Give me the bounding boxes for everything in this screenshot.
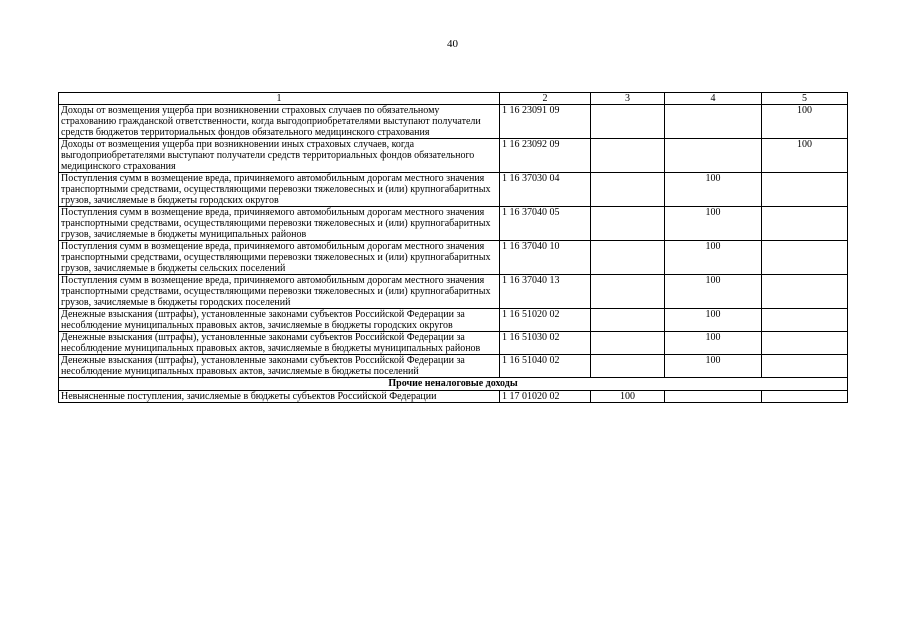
column-5-value-cell (762, 332, 848, 355)
column-5-value-cell (762, 309, 848, 332)
column-3-value-cell (591, 139, 665, 173)
column-header-3: 3 (591, 93, 665, 105)
section-header-row (59, 378, 848, 391)
column-5-value-cell (762, 207, 848, 241)
budget-code-cell: 1 16 23092 09 (500, 139, 591, 173)
column-4-value-cell: 100 (665, 275, 762, 309)
column-5-value-cell: 100 (762, 105, 848, 139)
budget-code-cell: 1 16 37040 10 (500, 241, 591, 275)
budget-code-cell: 1 16 37040 05 (500, 207, 591, 241)
revenue-name-cell: Поступления сумм в возмещение вреда, причиняемого автомобильным дорогам местного значения транспортными средствами, осуществляющими перевозки тяжеловесных и (или) крупногабаритных грузов, зачисляемые в бюджеты городских поселений (59, 275, 500, 309)
column-5-value-cell (762, 173, 848, 207)
table-row (59, 391, 848, 403)
column-3-value-cell (591, 207, 665, 241)
table-row (59, 332, 848, 355)
revenue-name-cell: Невыясненные поступления, зачисляемые в бюджеты субъектов Российской Федерации (59, 391, 500, 403)
table-row (59, 173, 848, 207)
budget-code-cell: 1 17 01020 02 (500, 391, 591, 403)
budget-code-cell: 1 16 51030 02 (500, 332, 591, 355)
column-5-value-cell (762, 355, 848, 378)
column-3-value-cell (591, 355, 665, 378)
revenue-name-cell: Денежные взыскания (штрафы), установленные законами субъектов Российской Федерации за несоблюдение муниципальных правовых актов, зачисляемые в бюджеты городских округов (59, 309, 500, 332)
table-row (59, 275, 848, 309)
column-4-value-cell: 100 (665, 309, 762, 332)
column-4-value-cell: 100 (665, 332, 762, 355)
column-4-value-cell (665, 105, 762, 139)
revenue-name-cell: Денежные взыскания (штрафы), установленные законами субъектов Российской Федерации за несоблюдение муниципальных правовых актов, зачисляемые в бюджеты поселений (59, 355, 500, 378)
revenue-name-cell: Доходы от возмещения ущерба при возникновении иных страховых случаев, когда выгодоприобретателями выступают получатели средств территориальных фондов обязательного медицинского страхования (59, 139, 500, 173)
table-row (59, 207, 848, 241)
budget-code-cell: 1 16 23091 09 (500, 105, 591, 139)
budget-code-cell: 1 16 51040 02 (500, 355, 591, 378)
column-4-value-cell: 100 (665, 241, 762, 275)
column-5-value-cell: 100 (762, 139, 848, 173)
column-4-value-cell (665, 391, 762, 403)
budget-code-cell: 1 16 51020 02 (500, 309, 591, 332)
table-row (59, 139, 848, 173)
revenue-name-cell: Денежные взыскания (штрафы), установленные законами субъектов Российской Федерации за несоблюдение муниципальных правовых актов, зачисляемые в бюджеты муниципальных районов (59, 332, 500, 355)
revenue-table (58, 92, 848, 403)
column-header-1: 1 (59, 93, 500, 105)
table-row (59, 309, 848, 332)
column-4-value-cell: 100 (665, 207, 762, 241)
column-3-value-cell (591, 105, 665, 139)
section-title: Прочие неналоговые доходы (59, 378, 848, 391)
column-3-value-cell (591, 309, 665, 332)
column-header-5: 5 (762, 93, 848, 105)
column-3-value-cell (591, 241, 665, 275)
table-header-row (59, 93, 848, 105)
table-row (59, 105, 848, 139)
table-body (59, 105, 848, 403)
revenue-name-cell: Доходы от возмещения ущерба при возникновении страховых случаев по обязательному страхованию гражданской ответственности, когда выгодоприобретателями выступают получатели средств бюджетов территориальных фондов обязательного медицинского страхования (59, 105, 500, 139)
column-header-2: 2 (500, 93, 591, 105)
table-row (59, 241, 848, 275)
revenue-name-cell: Поступления сумм в возмещение вреда, причиняемого автомобильным дорогам местного значения транспортными средствами, осуществляющими перевозки тяжеловесных и (или) крупногабаритных грузов, зачисляемые в бюджеты городских округов (59, 173, 500, 207)
column-4-value-cell: 100 (665, 355, 762, 378)
column-3-value-cell: 100 (591, 391, 665, 403)
table-row (59, 355, 848, 378)
column-5-value-cell (762, 275, 848, 309)
budget-code-cell: 1 16 37030 04 (500, 173, 591, 207)
revenue-name-cell: Поступления сумм в возмещение вреда, причиняемого автомобильным дорогам местного значения транспортными средствами, осуществляющими перевозки тяжеловесных и (или) крупногабаритных грузов, зачисляемые в бюджеты сельских поселений (59, 241, 500, 275)
revenue-name-cell: Поступления сумм в возмещение вреда, причиняемого автомобильным дорогам местного значения транспортными средствами, осуществляющими перевозки тяжеловесных и (или) крупногабаритных грузов, зачисляемые в бюджеты муниципальных районов (59, 207, 500, 241)
column-header-4: 4 (665, 93, 762, 105)
column-5-value-cell (762, 391, 848, 403)
column-4-value-cell (665, 139, 762, 173)
column-3-value-cell (591, 332, 665, 355)
column-3-value-cell (591, 173, 665, 207)
column-3-value-cell (591, 275, 665, 309)
column-4-value-cell: 100 (665, 173, 762, 207)
page-number: 40 (447, 38, 458, 50)
budget-code-cell: 1 16 37040 13 (500, 275, 591, 309)
column-5-value-cell (762, 241, 848, 275)
